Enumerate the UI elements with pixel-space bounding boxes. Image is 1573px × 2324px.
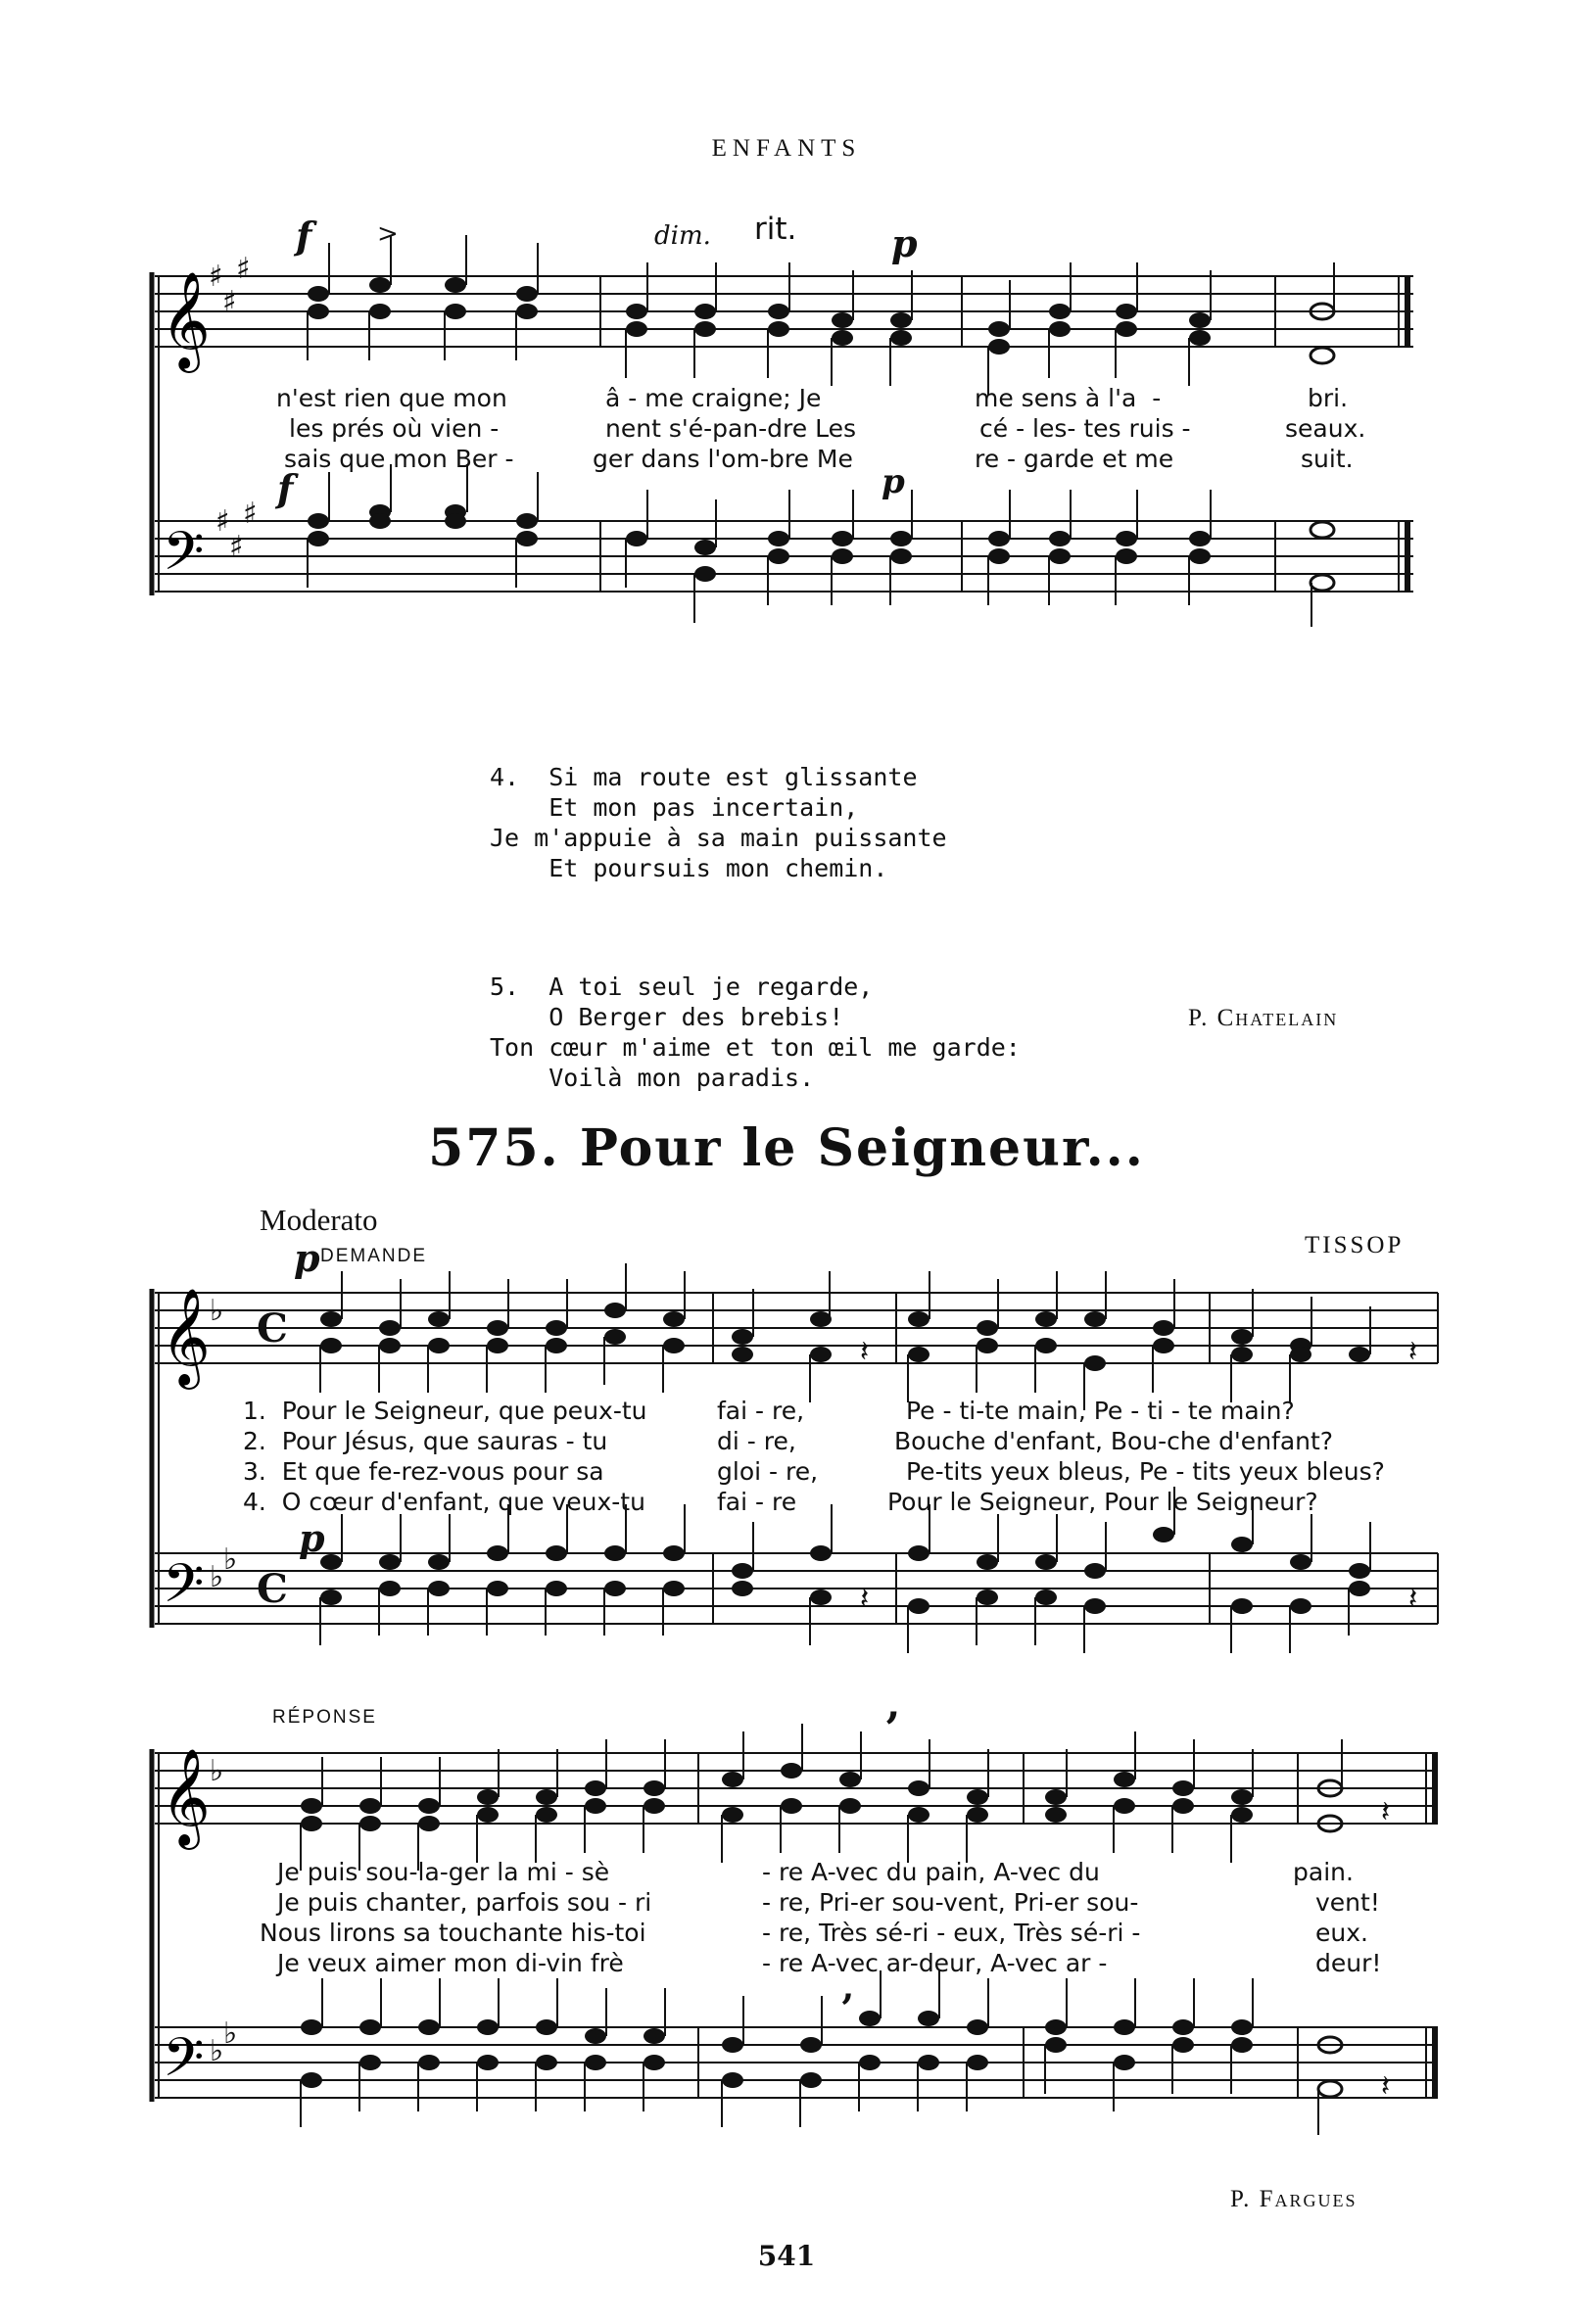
svg-text:♭: ♭	[210, 1294, 224, 1328]
treble-notes	[308, 277, 1211, 355]
svg-text:♯: ♯	[215, 504, 230, 539]
svg-text:𝄽: 𝄽	[1381, 2069, 1391, 2104]
demande-label: DEMANDE	[320, 1246, 428, 1266]
svg-text:𝄽: 𝄽	[1381, 1795, 1391, 1829]
lyric-line: Nous lirons sa touchante his-toi	[260, 1919, 646, 1947]
reponse-label: RÉPONSE	[272, 1707, 377, 1728]
lyric-line: les prés où vien -	[289, 414, 500, 443]
svg-text:♭: ♭	[223, 2016, 238, 2051]
running-head: ENFANTS	[711, 135, 862, 162]
lyric-line: Je puis sou-la-ger la mi - sè	[277, 1858, 610, 1886]
key-signature	[209, 252, 258, 564]
svg-text:𝄽: 𝄽	[860, 1582, 870, 1616]
lyric-line: cé - les- tes ruis -	[979, 414, 1191, 443]
tempo-marking: Moderato	[260, 1203, 378, 1237]
lyric-line: nent s'é-pan-dre Les	[605, 414, 856, 443]
stanza	[490, 972, 1021, 1093]
additional-verses	[490, 701, 1021, 1151]
verse-line: Et poursuis mon chemin.	[548, 854, 888, 882]
lyric-line: vent!	[1315, 1888, 1380, 1917]
stanza	[490, 762, 1021, 883]
verse-line: Si ma route est glissante	[548, 763, 918, 791]
verse-line: A toi seul je regarde,	[548, 972, 874, 1001]
lyric-line: â - me craigne; Je	[605, 384, 822, 412]
svg-text:♯: ♯	[243, 497, 258, 531]
svg-text:♭: ♭	[210, 1560, 224, 1594]
lyric-line: 2. Pour Jésus, que sauras - tu	[243, 1427, 608, 1455]
treble-clef: 𝄞	[161, 271, 211, 369]
lyric-line: ger dans l'om-bre Me	[593, 445, 853, 473]
composer-credit: TISSOP	[1305, 1232, 1405, 1258]
svg-text:𝄢: 𝄢	[163, 1552, 205, 1628]
dynamic-piano-bass: p	[299, 1516, 325, 1560]
dynamic-forte-bass: f	[277, 466, 294, 510]
lyric-line: gloi - re,	[717, 1457, 819, 1486]
hymn-title-text: Pour le Seigneur...	[579, 1118, 1145, 1178]
hymn-title	[0, 1118, 1573, 1178]
lyric-line: deur!	[1315, 1949, 1382, 1977]
svg-text:𝄢: 𝄢	[163, 2026, 205, 2102]
dim-marking: dim.	[654, 221, 711, 251]
breath-mark: ’	[840, 1986, 854, 2032]
svg-text:♯: ♯	[236, 252, 251, 286]
lyric-line: pain.	[1293, 1858, 1354, 1886]
verse-line: Et mon pas incertain,	[548, 793, 859, 822]
lyric-line: seaux.	[1285, 414, 1366, 443]
lyric-line: re - garde et me	[975, 445, 1174, 473]
lyric-line: 1. Pour le Seigneur, que peux-tu	[243, 1397, 647, 1425]
lyric-line: - re, Pri-er sou-vent, Pri-er sou-	[762, 1888, 1139, 1917]
svg-text:C: C	[257, 1566, 288, 1612]
bass-notes	[308, 504, 1211, 582]
lyric-line: fai - re	[717, 1488, 797, 1516]
svg-text:𝄽: 𝄽	[860, 1335, 870, 1369]
lyric-line: bri.	[1308, 384, 1349, 412]
verse-line: Ton cœur m'aime et ton œil me garde:	[490, 1033, 1021, 1062]
author-credit: P. Fargues	[1230, 2186, 1358, 2212]
svg-text:♯: ♯	[222, 285, 237, 319]
page-number: 541	[757, 2240, 816, 2272]
svg-text:𝄽: 𝄽	[1408, 1335, 1418, 1369]
lyric-line: Pe-tits yeux bleus, Pe - tits yeux bleus?	[906, 1457, 1385, 1486]
lyric-line: - re A-vec ar-deur, A-vec ar -	[762, 1949, 1108, 1977]
lyric-line: me sens à l'a -	[975, 384, 1162, 412]
lyric-line: Pour le Seigneur, Pour le Seigneur?	[887, 1488, 1318, 1516]
lyric-line: Je veux aimer mon di-vin frè	[277, 1949, 624, 1977]
rit-marking: rit.	[754, 212, 797, 247]
svg-text:♭: ♭	[223, 1542, 238, 1577]
top-system	[0, 0, 1573, 705]
svg-text:C: C	[257, 1305, 288, 1352]
bass-clef: 𝄢	[163, 520, 205, 595]
dynamic-piano: p	[294, 1236, 320, 1280]
lyric-line: - re A-vec du pain, A-vec du	[762, 1858, 1100, 1886]
svg-text:♯: ♯	[209, 260, 223, 294]
verse-line: Je m'appuie à sa main puissante	[490, 824, 947, 852]
dynamic-piano-bass: p	[882, 462, 905, 501]
lyric-line: - re, Très sé-ri - eux, Très sé-ri -	[762, 1919, 1141, 1947]
lyric-line: suit.	[1301, 445, 1354, 473]
verse-line: Voilà mon paradis.	[548, 1064, 815, 1092]
svg-text:𝄽: 𝄽	[1408, 1582, 1418, 1616]
accent-mark: >	[377, 219, 399, 249]
svg-text:♭: ♭	[210, 1754, 224, 1788]
lyric-line: Je puis chanter, parfois sou - ri	[277, 1888, 652, 1917]
stanza-number: 4.	[490, 763, 520, 791]
author-credit: P. Chatelain	[1188, 1005, 1339, 1031]
lyric-line: Bouche d'enfant, Bou-che d'enfant?	[894, 1427, 1334, 1455]
svg-text:♯: ♯	[229, 530, 244, 564]
lyric-line: fai - re,	[717, 1397, 805, 1425]
breath-mark: ’	[884, 1702, 901, 1755]
lyric-line: sais que mon Ber -	[284, 445, 514, 473]
lyric-line: di - re,	[717, 1427, 796, 1455]
lyric-line: n'est rien que mon	[276, 384, 507, 412]
verse-line: O Berger des brebis!	[548, 1003, 844, 1031]
dynamic-piano: p	[891, 221, 918, 265]
stanza-number: 5.	[490, 972, 520, 1001]
lyric-line: eux.	[1315, 1919, 1368, 1947]
dynamic-forte: f	[296, 213, 312, 258]
lyric-line: 3. Et que fe-rez-vous pour sa	[243, 1457, 604, 1486]
lyric-line: Pe - ti-te main, Pe - ti - te main?	[906, 1397, 1295, 1425]
svg-text:𝄞: 𝄞	[161, 1748, 211, 1846]
svg-text:♭: ♭	[210, 2034, 224, 2068]
svg-text:𝄞: 𝄞	[161, 1288, 211, 1386]
lyric-line: 4. O cœur d'enfant, que veux-tu	[243, 1488, 645, 1516]
hymn-number: 575.	[428, 1118, 560, 1178]
